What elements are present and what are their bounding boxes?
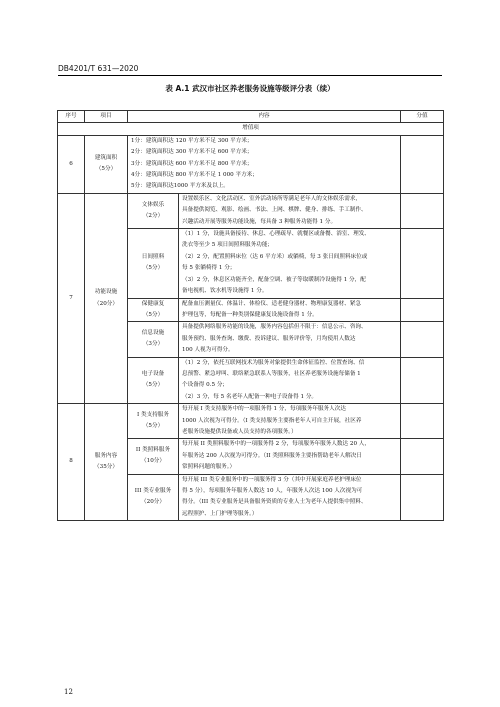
item-cell <box>85 135 128 193</box>
score-cell <box>401 193 444 228</box>
score-cell <box>401 229 444 298</box>
score-cell <box>401 357 444 404</box>
subitem-points: （3分） <box>142 341 164 348</box>
content-line: 服务预约、服务查询、缴费、投诉建议、服务评价等，月均使用人数达 <box>182 335 356 342</box>
content-line: 得 5 分），每项服务年服务人数达 10 人，年服务人次达 100 人次视为可 <box>182 488 363 494</box>
item-name: 服务内容 <box>94 452 118 459</box>
subitem-cell <box>128 474 179 521</box>
item-points: （20分） <box>94 300 118 307</box>
subitem-points: （5分） <box>142 382 164 389</box>
content-line: （2）2 分，配置照料床位（达 6 平方米）或躺椅，每 3 张日间照料床位或 <box>182 253 368 260</box>
content-line: 远程照护、上门护理等服务。） <box>182 510 258 517</box>
subitem-name: 日间照料 <box>141 253 165 260</box>
content-line: 具备提供阅览、观影、绘画、书法、上网、棋牌、健身、排练、手工制作、 <box>182 207 367 214</box>
score-cell <box>401 404 444 439</box>
header-item: 项目 <box>85 111 128 123</box>
content-line: 年服务达 200 人次视为可得分。（II 类照料服务主要指帮助老年人解决日 <box>182 452 362 459</box>
content-line: 每开展 III 类专业服务中的一项服务得 3 分（其中开展家庭养老护理床位 <box>182 476 362 483</box>
content-cell <box>179 193 401 228</box>
item-cell <box>85 193 128 403</box>
content-line: 配备血压测量仪、体温计、体检仪、适老健身器材、物理康复器材、紧急 <box>182 300 362 307</box>
table-row <box>58 404 444 439</box>
content-line: 洗衣等至少 5 项日间照料服务功能； <box>182 242 274 249</box>
subitem-points: （20分） <box>141 499 165 506</box>
content-line: 每 5 张躺椅得 1 分； <box>182 265 236 272</box>
score-cell <box>401 298 444 322</box>
content-line: 每开展 I 类支持服务中的一项服务得 1 分，每项服务年服务人次达 <box>182 406 346 413</box>
table-row <box>58 135 444 193</box>
content-line: 得分。（III 类专业服务是具备服务资质的专业人士为老年人提供集中照料、 <box>182 499 367 506</box>
content-line: 100 人视为可得分。 <box>182 347 234 354</box>
content-line: 息预警、紧急呼叫、联络紧急联系人等服务，社区养老服务设施每储备 1 <box>182 370 361 377</box>
content-line: 兴趣活动开展等服务功能设施，每具备 3 种服务功能得 1 分。 <box>182 218 337 225</box>
content-line: 4分：建筑面积达 800 平方米不足 1 000 平方米； <box>131 172 258 179</box>
item-name: 功能设施 <box>94 289 118 296</box>
subitem-cell <box>128 229 179 298</box>
page-number: 12 <box>64 688 73 696</box>
header-seq: 序号 <box>58 111 85 123</box>
content-line: 5分：建筑面积达1000 平方米及以上。 <box>131 183 229 190</box>
content-line: 3分：建筑面积达 600 平方米不足 800 平方米； <box>131 160 253 167</box>
item-points: （35分） <box>94 464 118 471</box>
subitem-name: II 类照料服务 <box>135 447 171 454</box>
content-line: 具备提供网络服务功能的设施，服务内容包括但不限于：信息公示、咨询、 <box>182 324 367 331</box>
content-line: 老服务设施提供设备或人员支持的各项服务。） <box>182 428 297 435</box>
subitem-name: 文体娱乐 <box>141 201 165 208</box>
content-cell <box>179 439 401 474</box>
content-line: （1）1 分，设施具备接待、休息、心理疏导、就餐区或备餐、浴室、理发、 <box>182 231 370 238</box>
content-line: 个设备得 0.5 分； <box>182 382 229 389</box>
table-header-row <box>58 111 444 123</box>
score-cell <box>401 439 444 474</box>
content-line: 2分：建筑面积达 300 平方米不足 600 平方米； <box>131 149 253 156</box>
content-cell <box>128 135 401 193</box>
subitem-cell <box>128 404 179 439</box>
content-cell <box>179 298 401 322</box>
content-cell <box>179 474 401 521</box>
content-line: 护理包等，每配备一种类别保健康复设施设备得 1 分。 <box>182 311 318 318</box>
content-cell <box>179 404 401 439</box>
subitem-points: （5分） <box>142 265 164 272</box>
item-cell <box>85 404 128 521</box>
header-score: 分值 <box>401 111 444 123</box>
document-code: DB4201/T 631—2020 <box>58 64 139 73</box>
subitem-cell <box>128 322 179 357</box>
seq-cell: 7 <box>58 193 85 403</box>
section-added-value: 增值项 <box>58 123 444 135</box>
table-title: 表 A.1 武汉市社区养老服务设施等级评分表（续） <box>165 84 335 93</box>
subitem-name: 电子设备 <box>141 370 165 377</box>
score-cell <box>401 135 444 193</box>
content-cell <box>179 229 401 298</box>
header-content: 内容 <box>128 111 401 123</box>
item-name: 建筑面积 <box>94 154 118 161</box>
subitem-cell <box>128 193 179 228</box>
item-points: （5分） <box>95 166 117 173</box>
subitem-points: （5分） <box>142 423 164 430</box>
content-line: （1）2 分，依托互联网技术为服务对象提供生命体征监控、位置查询、信 <box>182 359 365 366</box>
seq-cell: 6 <box>58 135 85 193</box>
content-cell <box>179 322 401 357</box>
content-line: 每开展 II 类照料服务中的一项服务得 2 分，每项服务年服务人数达 20 人， <box>182 441 370 448</box>
subitem-points: （10分） <box>141 458 165 465</box>
content-line: 备电视机、饮水机等设施得 1 分。 <box>182 288 268 295</box>
score-cell <box>401 322 444 357</box>
subitem-cell <box>128 298 179 322</box>
subitem-cell <box>128 357 179 404</box>
subitem-name: 信息设施 <box>141 330 165 337</box>
content-line: 1000 人次视为可得分。（I 类支持服务主要指老年人可自主开展，社区养 <box>182 417 362 424</box>
content-line: 1分：建筑面积达 120 平方米不足 300 平方米； <box>131 137 253 144</box>
content-line: （3）2 分，休息区功能齐全，配备空调、被子等取暖制冷设施得 1 分，配 <box>182 276 366 283</box>
content-line: （2）3 分，每 5 名老年人配备一种电子设备得 1 分。 <box>182 393 318 400</box>
subitem-name: 保健康复 <box>141 300 165 307</box>
seq-cell: 8 <box>58 404 85 521</box>
section-row <box>58 123 444 135</box>
content-line: 常照料问题的服务。） <box>182 464 236 471</box>
content-line: 设置娱乐区、文化活动区、室外活动场所等满足老年人的文体娱乐需求， <box>182 195 362 202</box>
table-row <box>58 193 444 228</box>
subitem-name: I 类支持服务 <box>137 411 169 418</box>
header-rule <box>58 75 442 76</box>
subitem-cell <box>128 439 179 474</box>
scoring-table <box>57 110 444 521</box>
subitem-name: III 类专业服务 <box>134 488 172 494</box>
subitem-points: （2分） <box>142 212 164 219</box>
subitem-points: （5分） <box>142 311 164 318</box>
score-cell <box>401 474 444 521</box>
content-cell <box>179 357 401 404</box>
